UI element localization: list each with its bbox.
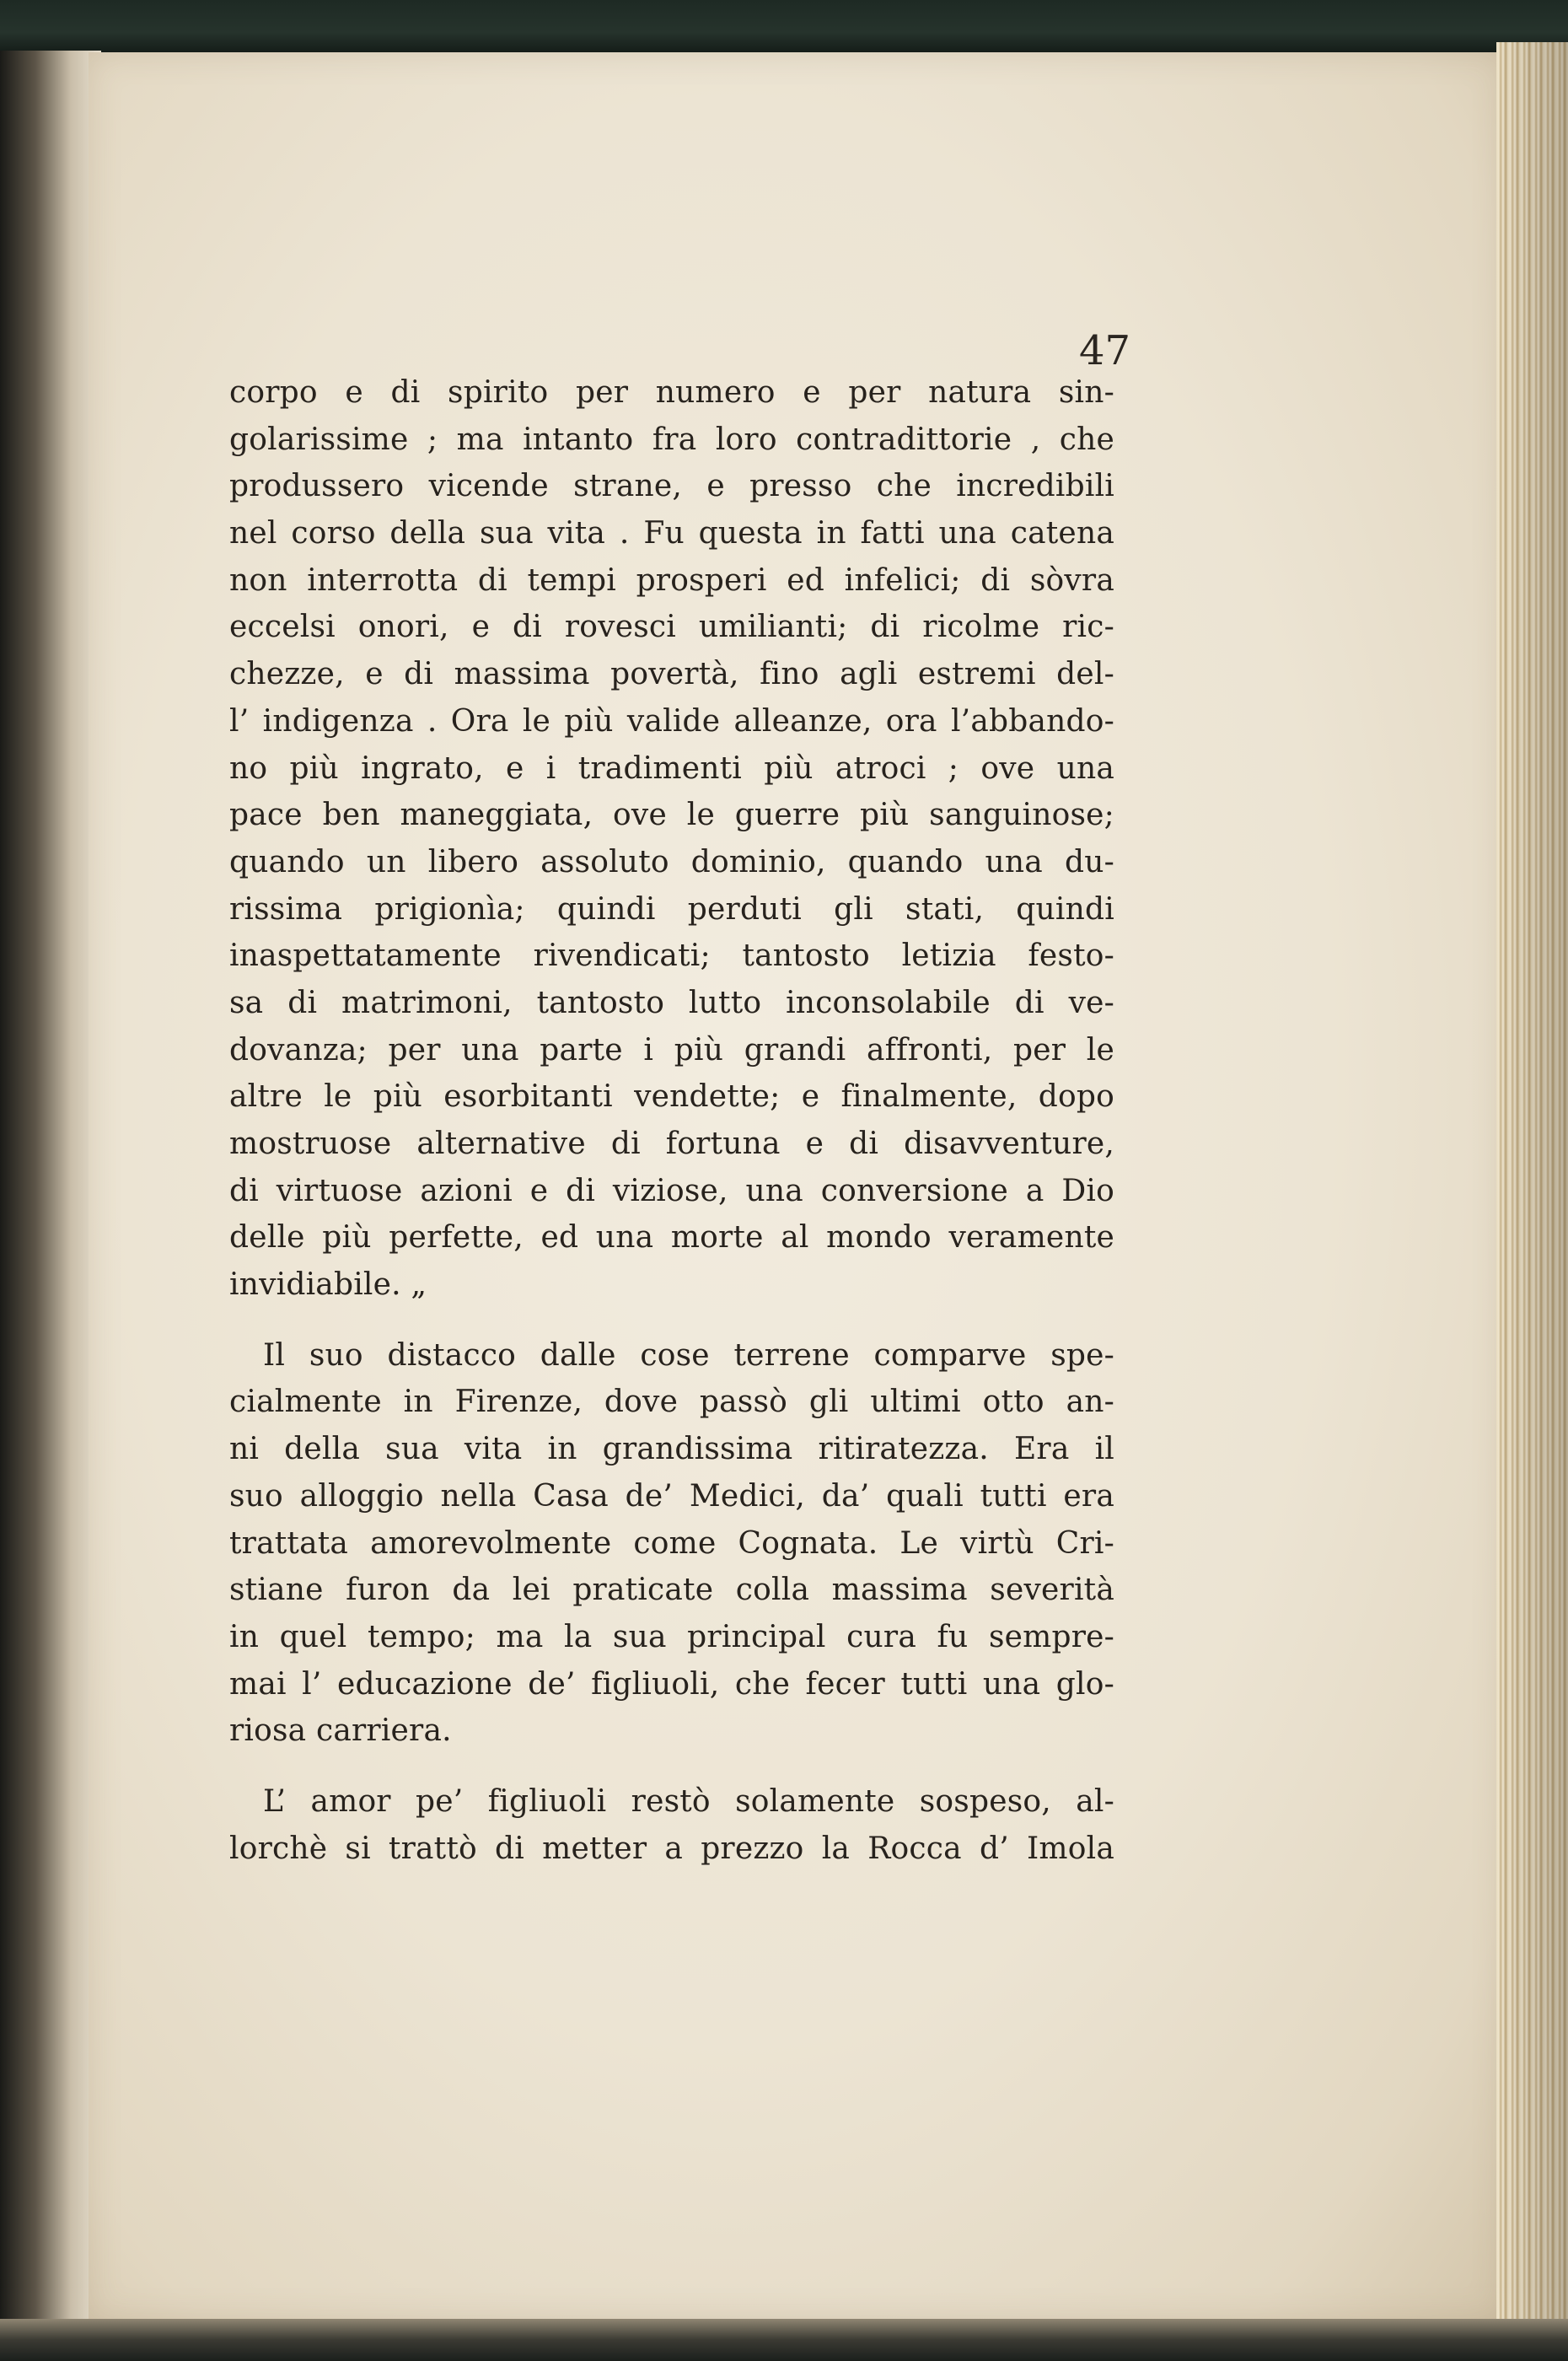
book-cover-edge — [0, 0, 1568, 59]
text-line: lorchè si trattò di metter a prezzo la Rocca d’ Imola — [229, 1831, 1114, 1866]
text-line: corpo e di spirito per numero e per natura sin- — [229, 375, 1114, 410]
text-line: riosa carriera. — [229, 1713, 452, 1749]
text-line: inaspettatamente rivendicati; tantosto letizia festo- — [229, 938, 1114, 974]
text-line: mai l’ educazione de’ figliuoli, che fecer tutti una glo- — [229, 1666, 1114, 1702]
text-line: cialmente in Firenze, dove passò gli ultimi otto an- — [229, 1385, 1114, 1420]
text-line: delle più perfette, ed una morte al mondo veramente — [229, 1220, 1114, 1256]
text-line: chezze, e di massima povertà, fino agli estremi del- — [229, 657, 1114, 692]
gutter-shadow — [0, 51, 101, 2344]
text-line: di virtuose azioni e di viziose, una conversione a Dio — [229, 1173, 1114, 1208]
text-line: suo alloggio nella Casa de’ Medici, da’ quali tutti era — [229, 1478, 1114, 1514]
text-line: dovanza; per una parte i più grandi affronti, per le — [229, 1032, 1114, 1068]
text-line: L’ amor pe’ figliuoli restò solamente sospeso, al- — [263, 1783, 1114, 1819]
text-line: ni della sua vita in grandissima ritiratezza. Era il — [229, 1432, 1114, 1467]
body-text — [229, 369, 1114, 1872]
text-line: in quel tempo; ma la sua principal cura fu sempre- — [229, 1619, 1114, 1654]
text-line: mostruose alternative di fortuna e di disavventure, — [229, 1127, 1114, 1161]
text-line: non interrotta di tempi prosperi ed infelici; di sòvra — [229, 562, 1114, 598]
text-line: eccelsi onori, e di rovesci umilianti; di ricolme ric- — [229, 610, 1114, 645]
text-line: produssero vicende strane, e presso che incredibili — [229, 469, 1114, 504]
paragraph-2 — [229, 1332, 1114, 1755]
paragraph-spacing — [229, 1309, 1114, 1332]
text-line: trattata amorevolmente come Cognata. Le virtù Cri- — [229, 1525, 1114, 1561]
text-line: rissima prigionìa; quindi perduti gli stati, quindi — [229, 891, 1114, 927]
paragraph-3 — [229, 1778, 1114, 1872]
text-line: golarissime ; ma intanto fra loro contradittorie , che — [229, 422, 1114, 457]
text-line: Il suo distacco dalle cose terrene comparve spe- — [263, 1337, 1114, 1373]
paragraph-1 — [229, 369, 1114, 1309]
page-edges — [1496, 42, 1568, 2353]
text-line: pace ben maneggiata, ove le guerre più sanguinose; — [229, 798, 1114, 833]
book-bottom-edge — [0, 2319, 1568, 2361]
text-line: quando un libero assoluto dominio, quando una du- — [229, 844, 1114, 879]
text-line: nel corso della sua vita . Fu questa in fatti una catena — [229, 516, 1114, 551]
text-line: no più ingrato, e i tradimenti più atroci ; ove una — [229, 750, 1114, 786]
text-line: l’ indigenza . Ora le più valide alleanze, ora l’abbando- — [229, 703, 1114, 739]
text-line: sa di matrimoni, tantosto lutto inconsolabile di ve- — [229, 985, 1114, 1020]
text-line: altre le più esorbitanti vendette; e finalmente, dopo — [229, 1079, 1114, 1115]
page-number: 47 — [1079, 327, 1131, 374]
paragraph-spacing — [229, 1755, 1114, 1778]
text-line: invidiabile. „ — [229, 1267, 427, 1303]
text-line: stiane furon da lei praticate colla massima severità — [229, 1573, 1114, 1608]
